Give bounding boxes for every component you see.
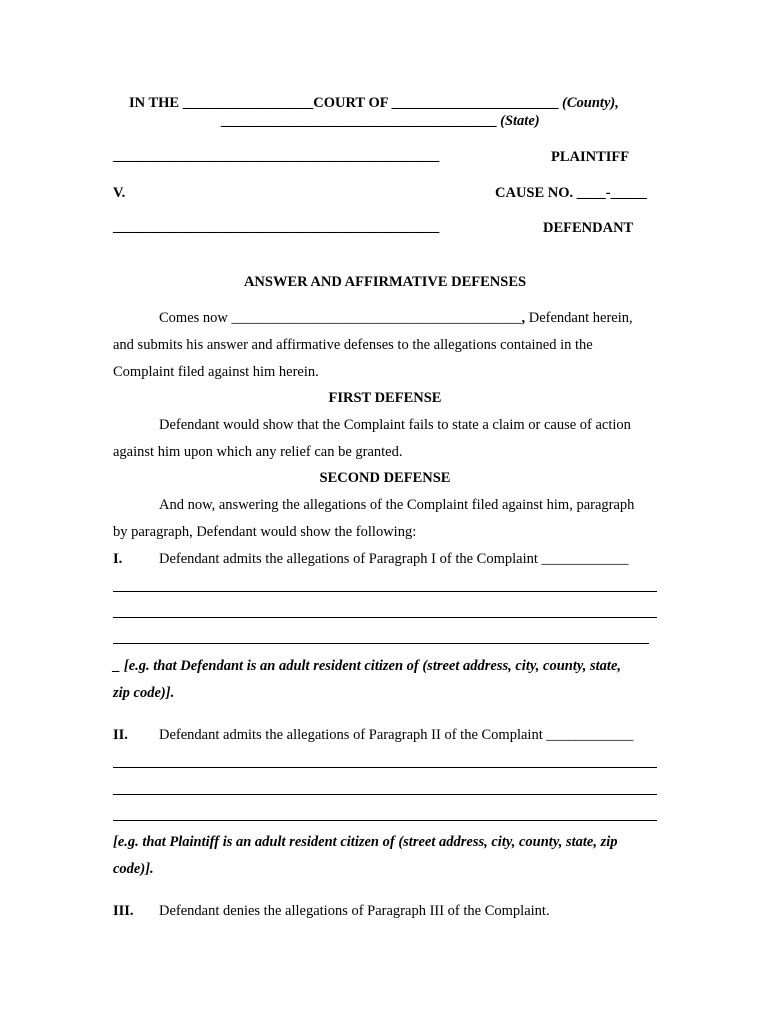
cause-number: CAUSE NO. ____-_____ — [495, 185, 647, 201]
paragraph-2-example-line-2: code)]. — [113, 861, 154, 877]
first-defense-heading: FIRST DEFENSE — [328, 390, 442, 406]
paragraph-3-text: Defendant denies the allegations of Paragraph III of the Complaint. — [159, 903, 550, 919]
county-label: (County), — [562, 95, 619, 111]
second-defense-line-1: And now, answering the allegations of the Complaint filed against him, paragraph — [159, 497, 635, 513]
defendant-label: DEFENDANT — [543, 220, 634, 236]
paragraph-2-numeral: II. — [113, 727, 128, 743]
answer-line — [113, 820, 657, 821]
first-defense-line-2: against him upon which any relief can be granted. — [113, 444, 403, 460]
intro-comma: , — [521, 310, 526, 326]
defendant-name-blank: _____________________________________________ — [113, 219, 440, 235]
versus-label: V. — [113, 185, 126, 201]
intro-line-3: Complaint filed against him herein. — [113, 364, 319, 380]
court-line — [129, 94, 619, 112]
paragraph-1-example-prefix: _ — [113, 658, 121, 674]
court-line-text: IN THE __________________COURT OF _______________________ — [129, 95, 559, 111]
intro-line-1 — [159, 309, 633, 327]
first-defense-line-1: Defendant would show that the Complaint fails to state a claim or cause of action — [159, 417, 631, 433]
second-defense-line-2: by paragraph, Defendant would show the following: — [113, 524, 417, 540]
intro-line-1-end: Defendant herein, — [525, 310, 633, 326]
answer-line — [113, 617, 657, 618]
second-defense-heading: SECOND DEFENSE — [319, 470, 451, 486]
state-blank: ______________________________________ — [221, 113, 497, 129]
answer-line — [113, 591, 657, 592]
plaintiff-name-blank: _____________________________________________ — [113, 148, 440, 164]
paragraph-1-text: Defendant admits the allegations of Paragraph I of the Complaint ____________ — [159, 551, 629, 567]
state-line — [221, 112, 540, 130]
paragraph-2-example-line-1: [e.g. that Plaintiff is an adult resident citizen of (street address, city, county, state, zip — [113, 834, 618, 850]
plaintiff-label: PLAINTIFF — [551, 149, 630, 165]
intro-line-1-start: Comes now ________________________________________ — [159, 310, 522, 326]
paragraph-1-example-text: [e.g. that Defendant is an adult resident citizen of (street address, city, county, state, — [120, 658, 622, 674]
paragraph-1-example-line-2: zip code)]. — [113, 685, 175, 701]
answer-line — [113, 794, 657, 795]
answer-line — [113, 643, 649, 644]
intro-line-2: and submits his answer and affirmative defenses to the allegations contained in the — [113, 337, 593, 353]
document-title: ANSWER AND AFFIRMATIVE DEFENSES — [243, 274, 527, 290]
state-label: (State) — [500, 113, 540, 129]
paragraph-3-numeral: III. — [113, 903, 134, 919]
paragraph-1-example-line-1 — [113, 657, 621, 675]
paragraph-1-numeral: I. — [113, 551, 123, 567]
paragraph-2-text: Defendant admits the allegations of Paragraph II of the Complaint ____________ — [159, 727, 634, 743]
answer-line — [113, 767, 657, 768]
